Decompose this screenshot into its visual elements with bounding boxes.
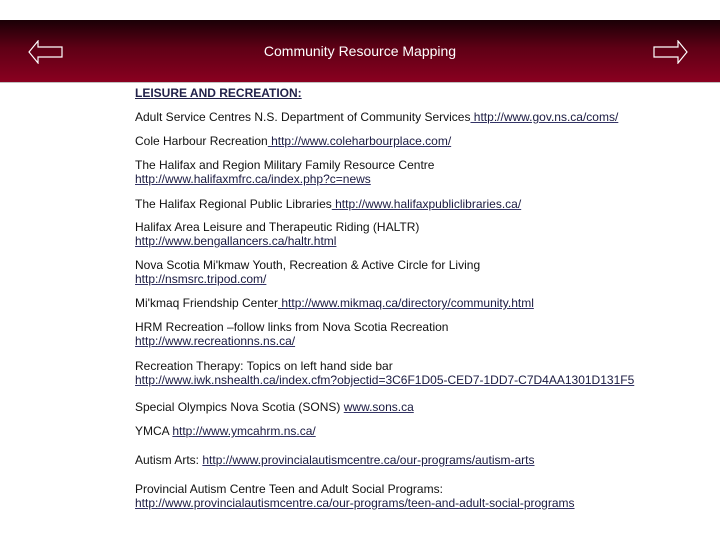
list-item: HRM Recreation –follow links from Nova Scotia Recreation http://www.recreationns.ns.ca/: [135, 320, 449, 348]
resource-link[interactable]: http://www.iwk.nshealth.ca/index.cfm?objectid=3C6F1D05-CED7-1DD7-C7D4AA1301D131F5: [135, 373, 635, 387]
list-item: Special Olympics Nova Scotia (SONS) www.sons.ca: [135, 400, 414, 414]
list-item: The Halifax Regional Public Libraries http://www.halifaxpubliclibraries.ca/: [135, 197, 522, 211]
list-item: Autism Arts: http://www.provincialautismcentre.ca/our-programs/autism-arts: [135, 453, 535, 467]
list-item: Halifax Area Leisure and Therapeutic Riding (HALTR) http://www.bengallancers.ca/haltr.html: [135, 220, 420, 248]
list-item: Cole Harbour Recreation http://www.coleharbourplace.com/: [135, 134, 452, 148]
resource-link[interactable]: http://www.coleharbourplace.com/: [267, 134, 452, 148]
list-item: Provincial Autism Centre Teen and Adult Social Programs: http://www.provincialautismcentre.ca/our-programs/teen-and-adult-social-programs: [135, 482, 575, 510]
resource-link[interactable]: http://www.gov.ns.ca/coms/: [470, 110, 619, 124]
list-item: Adult Service Centres N.S. Department of Community Services http://www.gov.ns.ca/coms/: [135, 110, 619, 124]
resource-link[interactable]: http://www.provincialautismcentre.ca/our-programs/autism-arts: [202, 453, 535, 467]
resource-link[interactable]: http://www.provincialautismcentre.ca/our-programs/teen-and-adult-social-programs: [135, 496, 575, 510]
list-item: The Halifax and Region Military Family Resource Centre http://www.halifaxmfrc.ca/index.php?c=news: [135, 158, 435, 186]
resource-link[interactable]: http://www.halifaxpubliclibraries.ca/: [331, 197, 522, 211]
resource-link[interactable]: http://www.bengallancers.ca/haltr.html: [135, 234, 337, 248]
resource-link[interactable]: http://www.halifaxmfrc.ca/index.php?c=news: [135, 172, 371, 186]
resource-link[interactable]: http://nsmsrc.tripod.com/: [135, 272, 267, 286]
list-item: Nova Scotia Mi'kmaw Youth, Recreation & Active Circle for Living http://nsmsrc.tripod.com/: [135, 258, 481, 286]
list-item: Mi'kmaq Friendship Center http://www.mikmaq.ca/directory/community.html: [135, 296, 534, 310]
list-item: Recreation Therapy: Topics on left hand side bar http://www.iwk.nshealth.ca/index.cfm?objectid=3C6F1D05-CED7-1DD7-C7D4AA1301D131F5: [135, 359, 635, 387]
right-arrow-icon[interactable]: [652, 40, 688, 64]
resource-link[interactable]: www.sons.ca: [343, 400, 414, 414]
page-title: Community Resource Mapping: [263, 43, 457, 59]
resource-link[interactable]: http://www.ymcahrm.ns.ca/: [172, 424, 316, 438]
header-banner: [0, 20, 720, 83]
resource-link[interactable]: http://www.mikmaq.ca/directory/community.html: [278, 296, 534, 310]
resource-link[interactable]: http://www.recreationns.ns.ca/: [135, 334, 296, 348]
section-heading: LEISURE AND RECREATION:: [135, 86, 302, 100]
list-item: YMCA http://www.ymcahrm.ns.ca/: [135, 424, 316, 438]
